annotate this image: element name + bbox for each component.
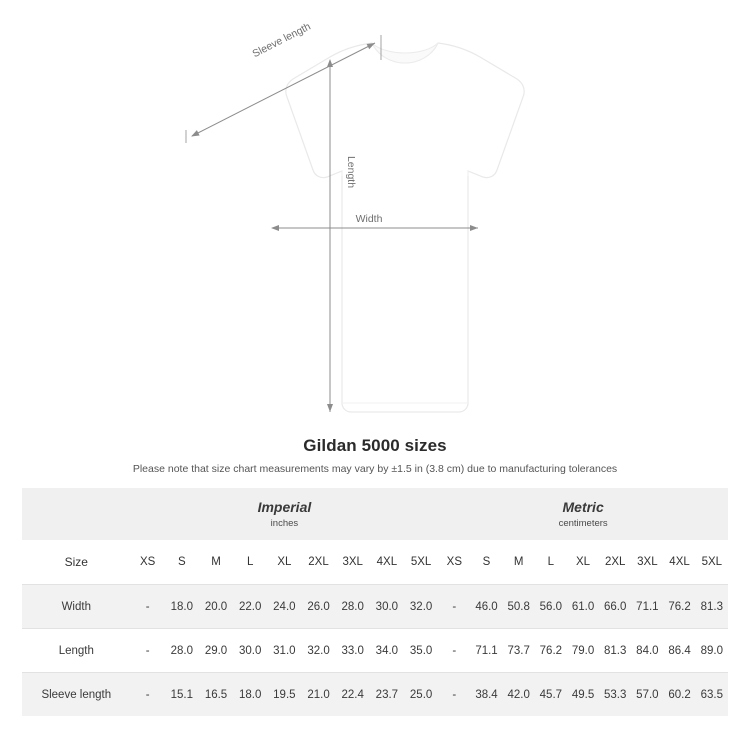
cell-length-imperial-3xl: 33.0 [336,629,370,672]
cell-length-metric-2xl: 81.3 [599,629,631,672]
cell-length-imperial-xs: - [131,629,165,672]
cell-width-metric-2xl: 66.0 [599,585,631,628]
cell-length-imperial-5xl: 35.0 [404,629,438,672]
length-label: Length [345,155,357,189]
cell-length-metric-4xl: 86.4 [663,629,695,672]
unit-group-imperial-unit: inches [270,518,299,530]
column-header-imperial-l: L [233,540,267,584]
cell-width-metric-xs: - [438,585,470,628]
cell-sleeve-imperial-3xl: 22.4 [336,673,370,716]
cell-width-imperial-4xl: 30.0 [370,585,404,628]
column-header-imperial-2xl: 2XL [301,540,335,584]
column-header-imperial-3xl: 3XL [336,540,370,584]
column-header-metric-xs: XS [438,540,470,584]
cell-sleeve-imperial-5xl: 25.0 [404,673,438,716]
column-header-metric-4xl: 4XL [663,540,695,584]
unit-row-spacer [22,488,131,540]
sleeve-length-label: Sleeve length [250,20,313,61]
cell-sleeve-metric-xs: - [438,673,470,716]
cell-length-metric-3xl: 84.0 [631,629,663,672]
column-header-metric-5xl: 5XL [696,540,728,584]
column-header-metric-l: L [535,540,567,584]
unit-group-imperial-name: Imperial [257,498,312,515]
cell-width-imperial-3xl: 28.0 [336,585,370,628]
unit-group-metric-name: Metric [562,498,604,515]
size-table-container [22,488,728,716]
cell-length-imperial-xl: 31.0 [267,629,301,672]
cell-width-imperial-xl: 24.0 [267,585,301,628]
size-table [22,488,728,716]
unit-group-metric-unit: centimeters [558,518,608,530]
cell-sleeve-metric-l: 45.7 [535,673,567,716]
cell-sleeve-imperial-2xl: 21.0 [301,673,335,716]
column-header-metric-m: M [503,540,535,584]
unit-group-imperial [131,488,439,540]
table-row [22,629,728,672]
column-header-metric-xl: XL [567,540,599,584]
size-table-body [22,488,728,716]
cell-width-imperial-l: 22.0 [233,585,267,628]
cell-width-imperial-s: 18.0 [165,585,199,628]
width-label: Width [355,213,383,225]
cell-sleeve-imperial-m: 16.5 [199,673,233,716]
cell-sleeve-imperial-4xl: 23.7 [370,673,404,716]
cell-width-metric-s: 46.0 [470,585,502,628]
cell-length-imperial-l: 30.0 [233,629,267,672]
cell-width-metric-l: 56.0 [535,585,567,628]
cell-sleeve-metric-xl: 49.5 [567,673,599,716]
cell-width-imperial-m: 20.0 [199,585,233,628]
cell-sleeve-metric-m: 42.0 [503,673,535,716]
cell-sleeve-metric-s: 38.4 [470,673,502,716]
cell-sleeve-imperial-l: 18.0 [233,673,267,716]
column-header-size: Size [22,540,131,584]
table-row [22,673,728,716]
cell-length-metric-xs: - [438,629,470,672]
cell-sleeve-metric-3xl: 57.0 [631,673,663,716]
column-header-imperial-xl: XL [267,540,301,584]
cell-width-metric-5xl: 81.3 [696,585,728,628]
cell-length-metric-m: 73.7 [503,629,535,672]
cell-sleeve-metric-4xl: 60.2 [663,673,695,716]
column-header-imperial-m: M [199,540,233,584]
cell-sleeve-imperial-xs: - [131,673,165,716]
row-label-width: Width [22,585,131,628]
page-title: Gildan 5000 sizes [303,436,447,455]
cell-length-imperial-m: 29.0 [199,629,233,672]
cell-length-metric-l: 76.2 [535,629,567,672]
cell-length-imperial-4xl: 34.0 [370,629,404,672]
column-header-metric-3xl: 3XL [631,540,663,584]
cell-length-metric-xl: 79.0 [567,629,599,672]
cell-width-metric-3xl: 71.1 [631,585,663,628]
cell-width-metric-m: 50.8 [503,585,535,628]
column-header-imperial-4xl: 4XL [370,540,404,584]
tolerance-note: Please note that size chart measurements may vary by ±1.5 in (3.8 cm) due to manufacturing tolerances [132,463,618,475]
column-header-imperial-xs: XS [131,540,165,584]
column-header-metric-2xl: 2XL [599,540,631,584]
row-label-length: Length [22,629,131,672]
column-header-metric-s: S [470,540,502,584]
unit-header-row [22,488,728,540]
cell-width-metric-xl: 61.0 [567,585,599,628]
cell-sleeve-imperial-xl: 19.5 [267,673,301,716]
cell-sleeve-metric-5xl: 63.5 [696,673,728,716]
row-label-sleeve-length: Sleeve length [22,673,131,716]
table-row [22,585,728,628]
cell-length-metric-5xl: 89.0 [696,629,728,672]
cell-width-metric-4xl: 76.2 [663,585,695,628]
cell-length-imperial-2xl: 32.0 [301,629,335,672]
column-header-imperial-s: S [165,540,199,584]
cell-width-imperial-xs: - [131,585,165,628]
column-header-imperial-5xl: 5XL [404,540,438,584]
cell-sleeve-metric-2xl: 53.3 [599,673,631,716]
cell-length-imperial-s: 28.0 [165,629,199,672]
size-header-row [22,540,728,584]
unit-group-metric [438,488,728,540]
cell-width-imperial-2xl: 26.0 [301,585,335,628]
cell-length-metric-s: 71.1 [470,629,502,672]
title-block [0,436,750,475]
cell-sleeve-imperial-s: 15.1 [165,673,199,716]
cell-width-imperial-5xl: 32.0 [404,585,438,628]
